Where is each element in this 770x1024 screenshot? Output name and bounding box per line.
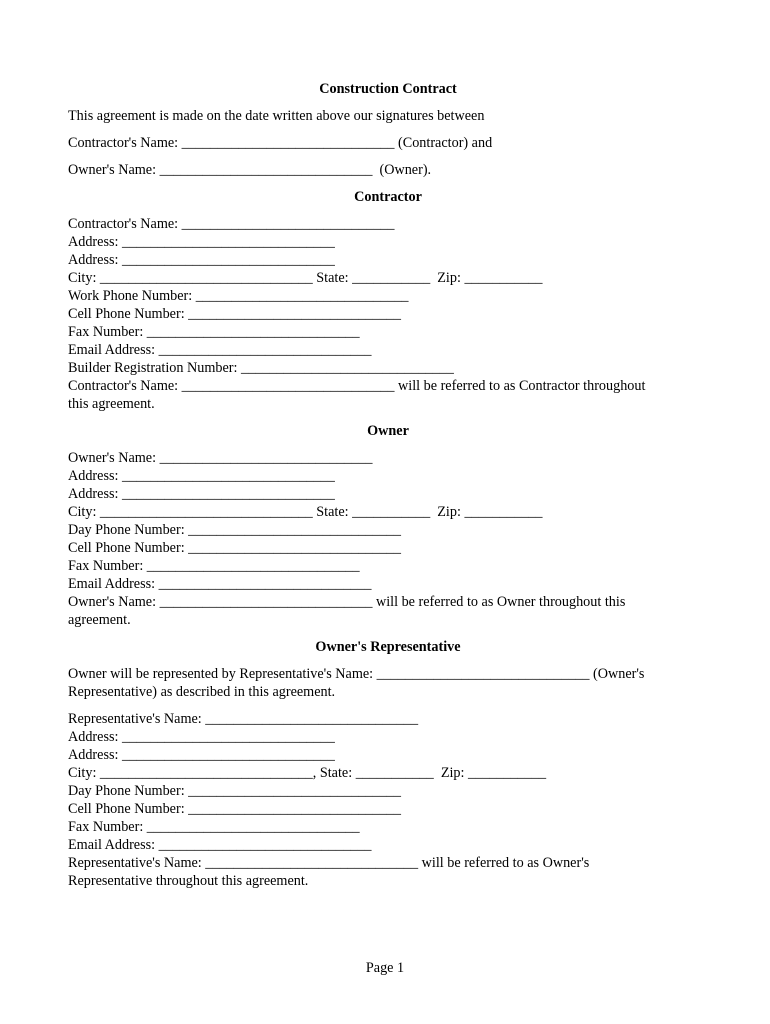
- document-title: Construction Contract: [319, 81, 457, 97]
- owner-heading: Owner: [367, 423, 409, 439]
- owner-field-address-1: Address: ______________________________: [68, 468, 335, 484]
- contractor-fields: [68, 215, 708, 413]
- representative-field-cell-phone: Cell Phone Number: ______________________________: [68, 801, 401, 817]
- representative-closing-line-2: Representative throughout this agreement.: [68, 873, 309, 889]
- owner-field-name: Owner's Name: ______________________________: [68, 450, 373, 466]
- representative-field-email: Email Address: ______________________________: [68, 837, 372, 853]
- owner-closing-line-1: Owner's Name: ______________________________ will be referred to as Owner throughout this: [68, 594, 626, 610]
- contractor-field-email: Email Address: ______________________________: [68, 342, 372, 358]
- document-body: [68, 80, 708, 890]
- contractor-field-work-phone: Work Phone Number: ______________________________: [68, 288, 409, 304]
- representative-field-day-phone: Day Phone Number: ______________________________: [68, 783, 401, 799]
- representative-field-fax: Fax Number: ______________________________: [68, 819, 360, 835]
- contractor-closing-line-1: Contractor's Name: ______________________________ will be referred to as Contractor throughout: [68, 378, 646, 394]
- owner-name-line: Owner's Name: ______________________________ (Owner).: [68, 162, 432, 178]
- contractor-heading: Contractor: [354, 189, 422, 205]
- owner-closing-line-2: agreement.: [68, 612, 131, 628]
- owner-fields: [68, 449, 708, 629]
- representative-field-city: City: ______________________________, State: ___________ Zip: ___________: [68, 765, 547, 781]
- representative-closing-line-1: Representative's Name: ______________________________ will be referred to as Owner's: [68, 855, 590, 871]
- owner-field-day-phone: Day Phone Number: ______________________________: [68, 522, 401, 538]
- representative-intro-line-2: Representative) as described in this agreement.: [68, 684, 336, 700]
- contractor-field-cell-phone: Cell Phone Number: ______________________________: [68, 306, 401, 322]
- owner-field-cell-phone: Cell Phone Number: ______________________________: [68, 540, 401, 556]
- owner-field-email: Email Address: ______________________________: [68, 576, 372, 592]
- contractor-field-address-2: Address: ______________________________: [68, 252, 335, 268]
- owner-field-city: City: ______________________________ State: ___________ Zip: ___________: [68, 504, 543, 520]
- intro-text: This agreement is made on the date written above our signatures between: [68, 108, 485, 124]
- owner-field-address-2: Address: ______________________________: [68, 486, 335, 502]
- representative-field-name: Representative's Name: ______________________________: [68, 711, 419, 727]
- representative-heading: Owner's Representative: [315, 639, 461, 655]
- representative-fields: [68, 710, 708, 890]
- contractor-field-address-1: Address: ______________________________: [68, 234, 335, 250]
- contractor-name-line: Contractor's Name: ______________________________ (Contractor) and: [68, 135, 493, 151]
- contractor-field-name: Contractor's Name: ______________________________: [68, 216, 395, 232]
- representative-field-address-1: Address: ______________________________: [68, 729, 335, 745]
- contractor-field-city: City: ______________________________ State: ___________ Zip: ___________: [68, 270, 543, 286]
- representative-intro-line-1: Owner will be represented by Representative's Name: ______________________________ (Owner's: [68, 666, 645, 682]
- contractor-closing-line-2: this agreement.: [68, 396, 155, 412]
- owner-field-fax: Fax Number: ______________________________: [68, 558, 360, 574]
- contractor-field-fax: Fax Number: ______________________________: [68, 324, 360, 340]
- contractor-field-builder-reg: Builder Registration Number: ______________________________: [68, 360, 454, 376]
- representative-field-address-2: Address: ______________________________: [68, 747, 335, 763]
- page-number: Page 1: [365, 960, 405, 976]
